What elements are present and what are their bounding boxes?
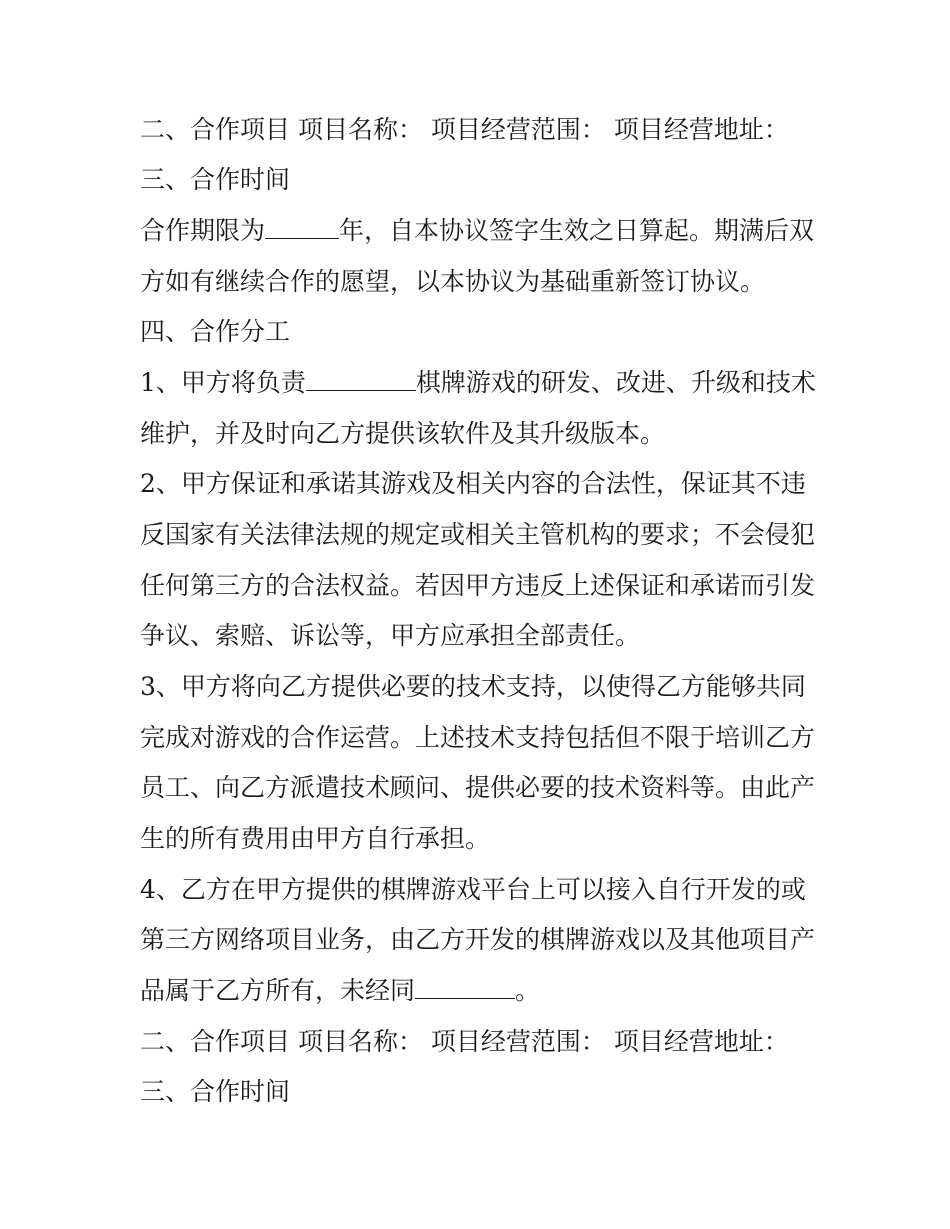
text-line: 三、合作时间 xyxy=(140,1077,291,1106)
text-segment: 1、甲方将负责 xyxy=(140,368,306,397)
text-line: 争议、索赔、诉讼等，甲方应承担全部责任。 xyxy=(140,621,641,650)
text-line: 4、乙方在甲方提供的棋牌游戏平台上可以接入自行开发的或 xyxy=(140,875,806,904)
text-line: 四、合作分工 xyxy=(140,317,291,346)
text-segment: 年，自本协议签字生效之日算起。期满后双 xyxy=(339,216,815,245)
text-segment: 棋牌游戏的研发、改进、升级和技术 xyxy=(415,368,816,397)
text-line xyxy=(140,976,840,1006)
text-line: 第三方网络项目业务，由乙方开发的棋牌游戏以及其他项目产 xyxy=(140,925,816,954)
text-line: 2、甲方保证和承诺其游戏及相关内容的合法性，保证其不违 xyxy=(140,469,806,498)
text-segment: 合作期限为 xyxy=(140,216,266,245)
text-line: 维护，并及时向乙方提供该软件及其升级版本。 xyxy=(140,419,666,448)
text-line xyxy=(140,216,840,246)
text-line: 员工、向乙方派遣技术顾问、提供必要的技术资料等。由此产 xyxy=(140,773,816,802)
fill-in-blank xyxy=(265,216,339,239)
text-line: 三、合作时间 xyxy=(140,165,291,194)
text-line: 3、甲方将向乙方提供必要的技术支持，以使得乙方能够共同 xyxy=(140,672,806,701)
text-line: 方如有继续合作的愿望，以本协议为基础重新签订协议。 xyxy=(140,267,766,296)
text-line: 生的所有费用由甲方自行承担。 xyxy=(140,824,491,853)
text-segment: 品属于乙方所有，未经同 xyxy=(140,976,416,1005)
fill-in-blank xyxy=(415,976,515,999)
text-line xyxy=(140,368,840,398)
text-line: 二、合作项目 项目名称： 项目经营范围： 项目经营地址： xyxy=(140,1027,789,1056)
text-line: 完成对游戏的合作运营。上述技术支持包括但不限于培训乙方 xyxy=(140,723,816,752)
text-line: 二、合作项目 项目名称： 项目经营范围： 项目经营地址： xyxy=(140,115,789,144)
text-segment: 。 xyxy=(515,976,541,1005)
text-line: 反国家有关法律法规的规定或相关主管机构的要求；不会侵犯 xyxy=(140,520,816,549)
fill-in-blank xyxy=(306,368,416,391)
text-line: 任何第三方的合法权益。若因甲方违反上述保证和承诺而引发 xyxy=(140,571,816,600)
